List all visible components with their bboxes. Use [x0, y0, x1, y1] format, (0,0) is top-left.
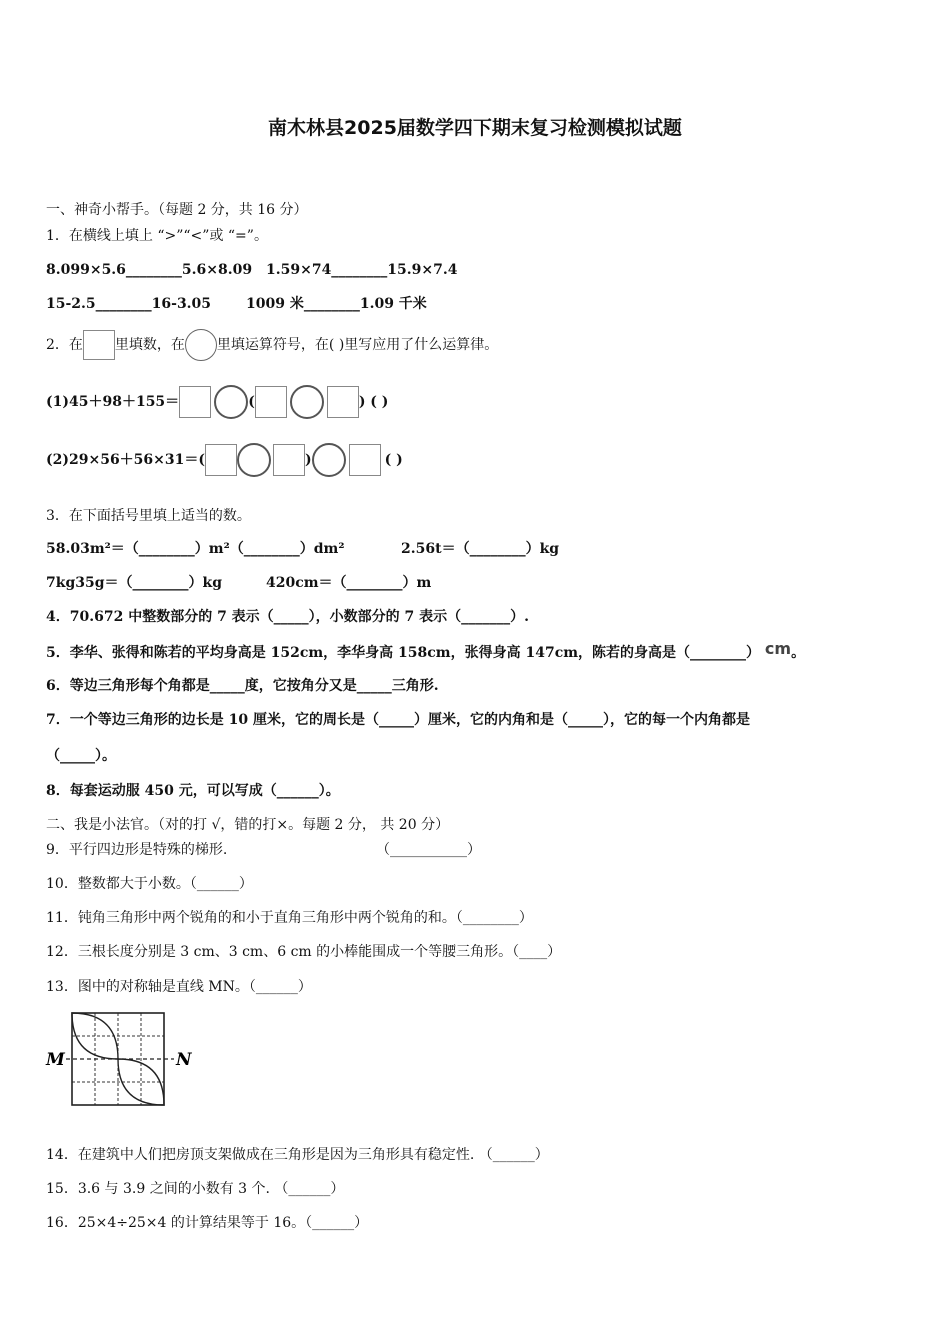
q2-p1-close: ) ( )	[358, 394, 389, 410]
answer-circle[interactable]	[214, 385, 248, 419]
answer-box[interactable]	[83, 330, 115, 360]
label-n: N	[176, 1050, 192, 1070]
q2-p2-tail: ( )	[384, 452, 403, 468]
q2-part-2	[46, 442, 403, 478]
question-13: 13．图中的对称轴是直线 MN。（______）	[46, 979, 312, 995]
q3-item-3: 7kg35g＝（________）kg	[46, 575, 222, 591]
answer-circle[interactable]	[290, 385, 324, 419]
answer-box[interactable]	[273, 444, 305, 476]
answer-box[interactable]	[205, 444, 237, 476]
q3-item-1: 58.03m²＝（________）m²（________）dm²	[46, 541, 345, 557]
q3-item-2: 2.56t＝（________）kg	[401, 541, 560, 557]
question-1: 1．在横线上填上 “>”“<”或 “=”。	[46, 228, 268, 244]
answer-circle[interactable]	[185, 329, 217, 361]
q1-item-3: 15-2.5________16-3.05	[46, 296, 212, 312]
section-2-header: 二、我是小法官。（对的打 √，错的打×。每题 2 分， 共 20 分）	[46, 817, 450, 833]
q9-blank[interactable]: （___________）	[376, 842, 481, 858]
question-5	[46, 639, 806, 663]
answer-box[interactable]	[327, 386, 359, 418]
question-9: 9．平行四边形是特殊的梯形.	[46, 842, 228, 858]
q1-item-1: 8.099×5.6________5.6×8.09	[46, 262, 253, 278]
answer-box[interactable]	[349, 444, 381, 476]
q1-item-4: 1009 米________1.09 千米	[246, 296, 427, 312]
question-15: 15．3.6 与 3.9 之间的小数有 3 个. （______）	[46, 1181, 345, 1197]
question-12: 12．三根长度分别是 3 cm、3 cm、6 cm 的小棒能围成一个等腰三角形。（____）	[46, 944, 562, 960]
question-2	[46, 328, 498, 362]
q5-end: 。	[791, 645, 806, 661]
q5-unit: cm	[764, 639, 792, 658]
question-6: 6．等边三角形每个角都是_____度，它按角分又是_____三角形.	[46, 678, 439, 694]
answer-circle[interactable]	[237, 443, 271, 477]
question-4: 4．70.672 中整数部分的 7 表示（_____），小数部分的 7 表示（_______）.	[46, 609, 530, 625]
page-title: 南木林县2025届数学四下期末复习检测模拟试题	[268, 117, 682, 139]
question-7-cont: （_____）。	[46, 748, 116, 764]
q2-pre: 2．在	[46, 337, 83, 353]
q1-item-2: 1.59×74________15.9×7.4	[266, 262, 458, 278]
answer-box[interactable]	[179, 386, 211, 418]
q2-mid1: 里填数，在	[114, 337, 185, 353]
answer-circle[interactable]	[312, 443, 346, 477]
question-16: 16．25×4÷25×4 的计算结果等于 16。（______）	[46, 1215, 369, 1231]
question-8: 8．每套运动服 450 元，可以写成（______）。	[46, 783, 340, 799]
question-10: 10．整数都大于小数。（______）	[46, 876, 253, 892]
q2-p1-lead: (1)45＋98＋155＝	[46, 394, 180, 410]
question-11: 11．钝角三角形中两个锐角的和小于直角三角形中两个锐角的和。（________）	[46, 910, 533, 926]
question-3: 3．在下面括号里填上适当的数。	[46, 508, 251, 524]
q2-mid2: 里填运算符号，在( )里写应用了什么运算律。	[216, 337, 499, 353]
answer-box[interactable]	[255, 386, 287, 418]
q2-part-1	[46, 384, 388, 420]
q3-item-4: 420cm＝（________）m	[266, 575, 432, 591]
symmetry-figure	[44, 1008, 200, 1112]
q2-p2-close: )	[305, 452, 312, 468]
section-1-header: 一、神奇小帮手。（每题 2 分，共 16 分）	[46, 202, 308, 218]
q2-p1-open: (	[248, 394, 255, 410]
question-7: 7．一个等边三角形的边长是 10 厘米，它的周长是（_____）厘米，它的内角和是（_____），它的每一个内角都是	[46, 712, 750, 728]
label-m: M	[46, 1050, 65, 1070]
q2-p2-lead: (2)29×56＋56×31＝(	[46, 452, 206, 468]
q5-text: 5．李华、张得和陈若的平均身高是 152cm，李华身高 158cm，张得身高 147cm，陈若的身高是（________）	[46, 645, 761, 661]
question-14: 14．在建筑中人们把房顶支架做成在三角形是因为三角形具有稳定性. （______）	[46, 1147, 549, 1163]
